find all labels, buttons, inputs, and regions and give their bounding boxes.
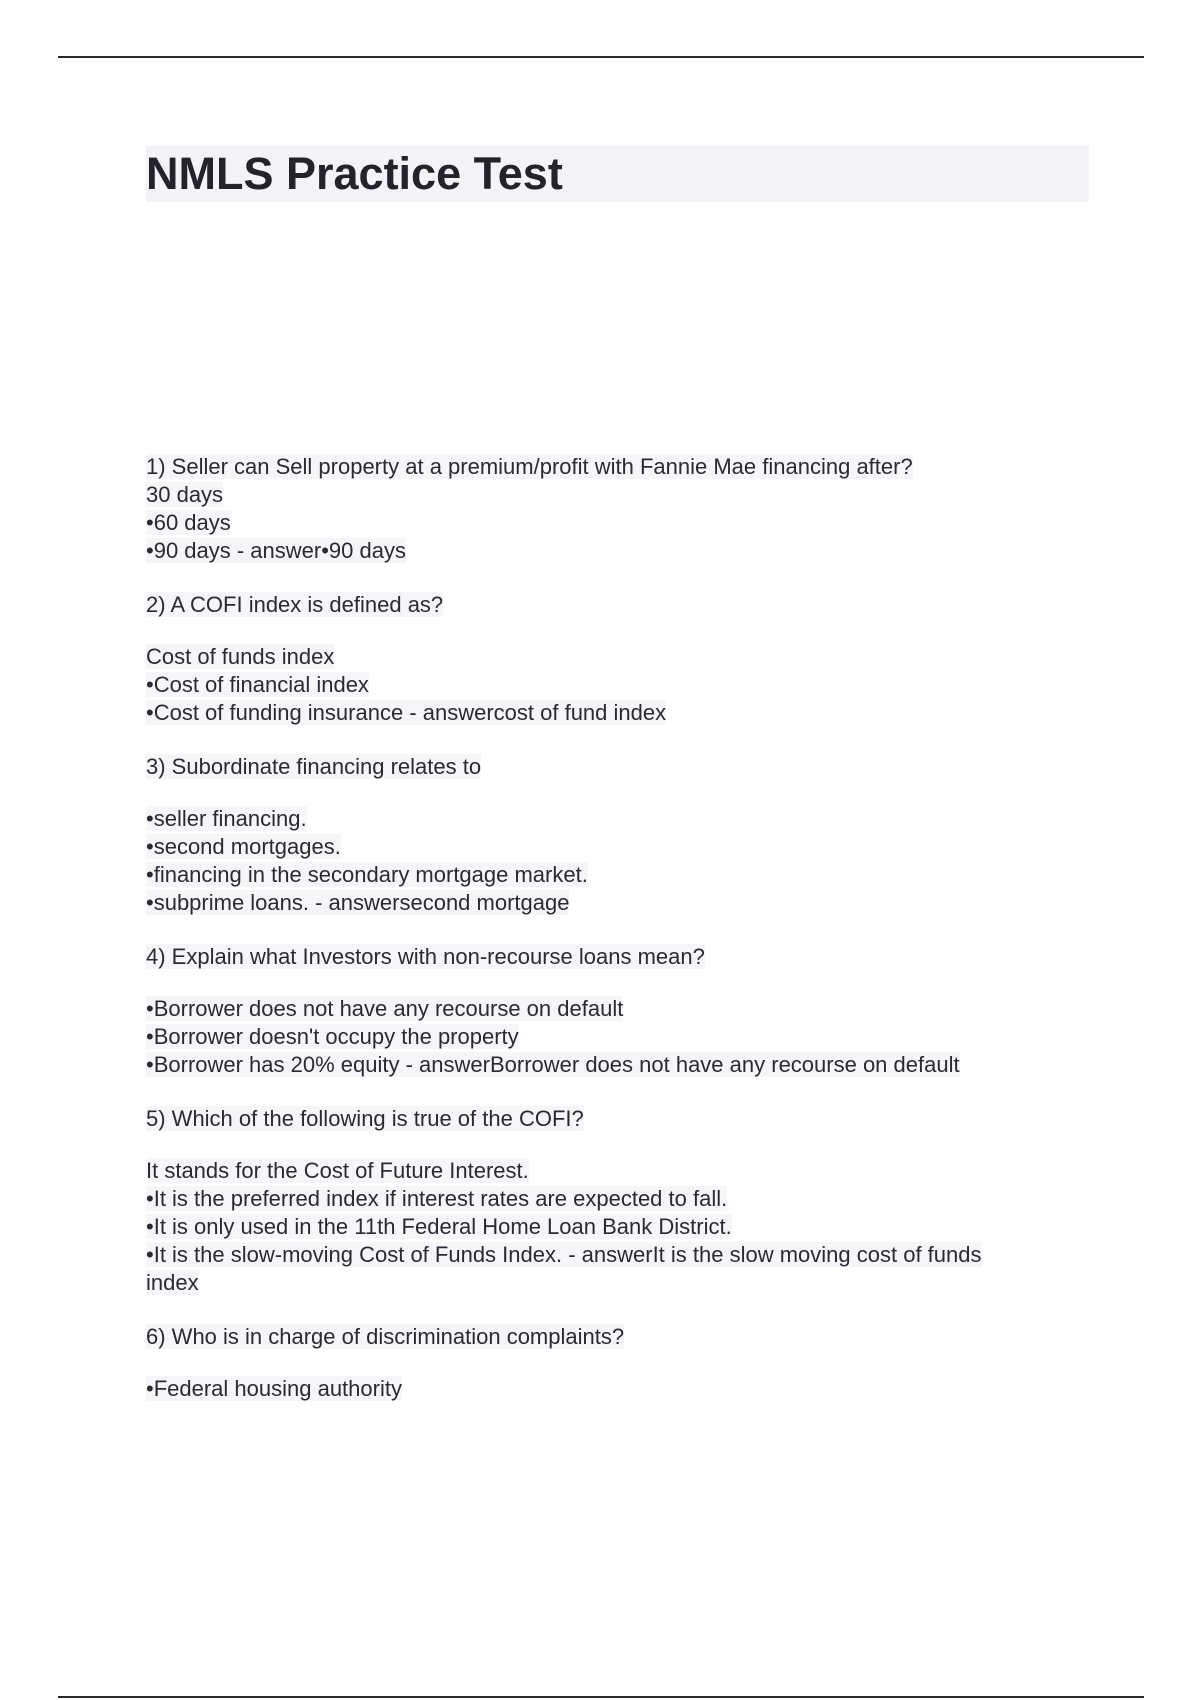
question-text: 6) Who is in charge of discrimination complaints? [146, 1324, 625, 1349]
option-text: •60 days [146, 510, 231, 535]
option-text: •It is the slow-moving Cost of Funds Index. - answerIt is the slow moving cost of funds [146, 1242, 982, 1267]
option-text: It stands for the Cost of Future Interest. [146, 1158, 529, 1183]
option-text: •seller financing. [146, 806, 307, 831]
option-text: •It is the preferred index if interest rates are expected to fall. [146, 1186, 728, 1211]
option-text: Cost of funds index [146, 644, 335, 669]
option-text: index [146, 1270, 199, 1295]
option-text: •Borrower has 20% equity - answerBorrower does not have any recourse on default [146, 1052, 960, 1077]
option-text: •Borrower does not have any recourse on default [146, 996, 624, 1021]
question-block [146, 943, 1076, 1079]
option-text: 30 days [146, 482, 224, 507]
option-text: •subprime loans. - answersecond mortgage [146, 890, 570, 915]
option-text: •financing in the secondary mortgage market. [146, 862, 588, 887]
top-rule [58, 56, 1144, 58]
question-text: 4) Explain what Investors with non-recourse loans mean? [146, 944, 705, 969]
option-text: •Cost of financial index [146, 672, 369, 697]
title-block [146, 146, 1089, 202]
questions-list [146, 453, 1076, 1429]
question-block [146, 453, 1076, 565]
question-block [146, 1105, 1076, 1297]
option-text: •Federal housing authority [146, 1376, 402, 1401]
question-text: 5) Which of the following is true of the COFI? [146, 1106, 584, 1131]
option-text: •90 days - answer•90 days [146, 538, 406, 563]
page-title: NMLS Practice Test [146, 148, 563, 199]
option-text: •It is only used in the 11th Federal Home Loan Bank District. [146, 1214, 732, 1239]
option-text: •Borrower doesn't occupy the property [146, 1024, 519, 1049]
question-block [146, 591, 1076, 727]
question-text: 3) Subordinate financing relates to [146, 754, 482, 779]
option-text: •second mortgages. [146, 834, 341, 859]
option-text: •Cost of funding insurance - answercost of fund index [146, 700, 667, 725]
question-block [146, 1323, 1076, 1403]
question-text: 2) A COFI index is defined as? [146, 592, 444, 617]
question-block [146, 753, 1076, 917]
question-text: 1) Seller can Sell property at a premium/profit with Fannie Mae financing after? [146, 454, 913, 479]
bottom-rule [58, 1696, 1144, 1698]
